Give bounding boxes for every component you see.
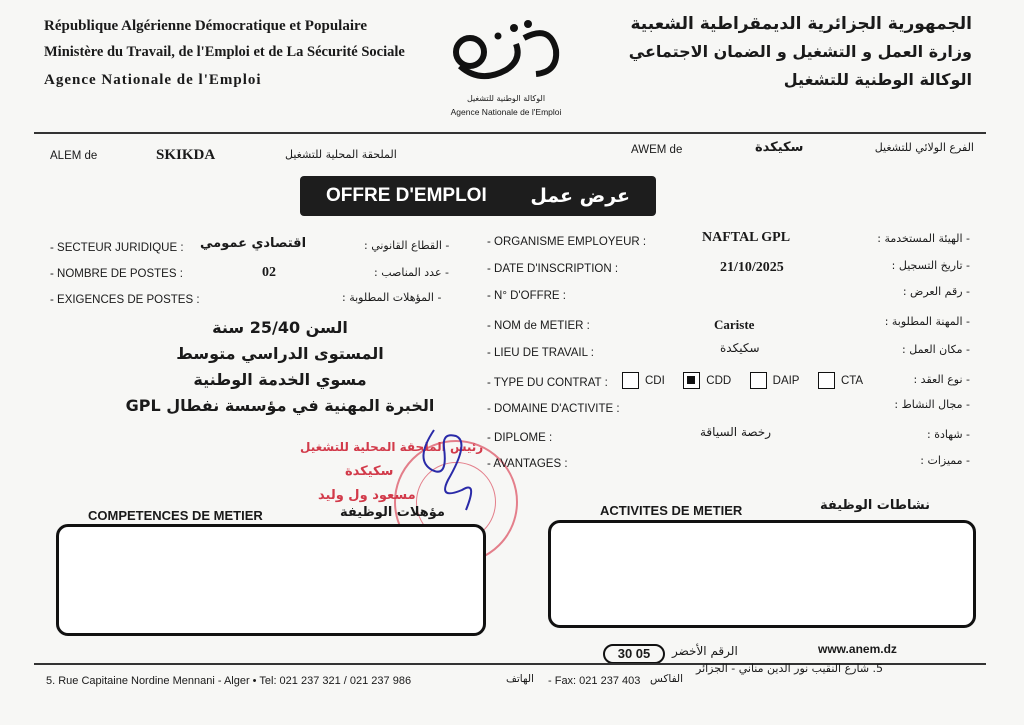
- activites-box[interactable]: [548, 520, 976, 628]
- date-label: - DATE D'INSCRIPTION :: [487, 263, 619, 275]
- offer-title-ar: عرض عمل: [530, 185, 630, 207]
- awem-label: AWEM de: [631, 144, 683, 156]
- secteur-label: - SECTEUR JURIDIQUE :: [50, 242, 184, 254]
- offre-label: - N° D'OFFRE :: [487, 290, 566, 302]
- metier-value: Cariste: [714, 317, 755, 332]
- contract-option-cta[interactable]: [818, 372, 863, 389]
- alem-label: ALEM de: [50, 150, 98, 162]
- avantages-ar-label: - مميزات :: [920, 454, 970, 467]
- anem-logo-icon: [440, 14, 572, 90]
- requirement-education: المستوى الدراسي متوسط: [176, 344, 384, 363]
- competences-heading: COMPETENCES DE METIER: [88, 508, 263, 523]
- cdd-label: CDD: [706, 374, 732, 387]
- address-ar: 5. شارع النقيب نور الدين مناني - الجزائر: [696, 662, 884, 675]
- daip-checkbox[interactable]: [750, 372, 767, 389]
- stamp-line-city: سكيكدة: [345, 464, 394, 479]
- cdi-checkbox[interactable]: [622, 372, 639, 389]
- contract-option-cdi[interactable]: [622, 372, 665, 389]
- contract-option-cdd[interactable]: [683, 372, 731, 389]
- alem-value: SKIKDA: [156, 147, 216, 163]
- requirement-experience: الخبرة المهنية في مؤسسة نفطال GPL: [125, 396, 435, 415]
- requirement-national-service: مسوي الخدمة الوطنية: [193, 370, 367, 389]
- website-link[interactable]: www.anem.dz: [818, 642, 897, 656]
- organisme-value: NAFTAL GPL: [702, 230, 791, 245]
- header-ar-ministry: وزارة العمل و التشغيل و الضمان الاجتماعي: [628, 42, 972, 61]
- organisme-ar-label: - الهيئة المستخدمة :: [877, 232, 970, 245]
- address-fr: 5. Rue Capitaine Nordine Mennani - Alger • Tel: 021 237 321 / 021 237 986: [46, 675, 412, 687]
- contract-options: [622, 372, 877, 394]
- lieu-label: - LIEU DE TRAVAIL :: [487, 347, 594, 359]
- activites-heading: ACTIVITES DE METIER: [600, 503, 743, 518]
- green-number-ar: الرقم الأخضر: [672, 644, 738, 658]
- cdi-label: CDI: [645, 374, 665, 387]
- lieu-value: سكيكدة: [720, 341, 760, 355]
- competences-ar-heading: مؤهلات الوظيفة: [340, 505, 445, 520]
- header-ar-agency: الوكالة الوطنية للتشغيل: [783, 70, 972, 89]
- postes-value: 02: [262, 265, 276, 280]
- anem-logo: [440, 14, 572, 120]
- stamp-line-title: رئيس الملحقة المحلية للتشغيل: [300, 440, 484, 454]
- awem-ar-label: الفرع الولائي للتشغيل: [874, 141, 974, 154]
- stamp-line-name: مسعود ول وليد: [318, 488, 416, 503]
- requirements-list: [110, 318, 450, 422]
- daip-label: DAIP: [772, 374, 800, 387]
- green-number-badge: 30 05: [603, 644, 665, 664]
- avantages-label: - AVANTAGES :: [487, 458, 568, 470]
- header-fr-republic: République Algérienne Démocratique et Populaire: [44, 18, 368, 34]
- phone-ar-label: الهاتف: [506, 673, 534, 685]
- header-fr-agency: Agence Nationale de l'Emploi: [44, 72, 262, 88]
- exigences-label: - EXIGENCES DE POSTES :: [50, 294, 200, 306]
- metier-ar-label: - المهنة المطلوبة :: [884, 315, 970, 328]
- domaine-label: - DOMAINE D'ACTIVITE :: [487, 403, 620, 415]
- header-ar-republic: الجمهورية الجزائرية الديمقراطية الشعبية: [630, 14, 972, 34]
- domaine-ar-label: - مجال النشاط :: [894, 398, 970, 411]
- cta-checkbox[interactable]: [818, 372, 835, 389]
- metier-label: - NOM de METIER :: [487, 320, 590, 332]
- diplome-value: رخصة السياقة: [700, 425, 772, 439]
- offer-title-bar: [300, 176, 656, 216]
- diplome-label: - DIPLOME :: [487, 432, 553, 444]
- competences-box[interactable]: [56, 524, 486, 636]
- fax-ar-label: الفاكس: [650, 673, 684, 685]
- offer-title-fr: OFFRE D'EMPLOI: [326, 185, 487, 206]
- awem-value: سكيكدة: [755, 140, 804, 155]
- logo-ar-text: الوكالة الوطنية للتشغيل: [466, 94, 546, 103]
- header-fr-ministry: Ministère du Travail, de l'Emploi et de La Sécurité Sociale: [44, 44, 405, 60]
- header-divider: [34, 132, 986, 134]
- requirement-age: السن 25/40 سنة: [212, 318, 348, 337]
- cdd-checkbox[interactable]: [683, 372, 700, 389]
- lieu-ar-label: - مكان العمل :: [902, 343, 970, 356]
- fax-number: - Fax: 021 237 403: [548, 675, 641, 687]
- contract-option-daip[interactable]: [750, 372, 800, 389]
- date-value: 21/10/2025: [720, 260, 784, 275]
- organisme-label: - ORGANISME EMPLOYEUR :: [487, 236, 647, 248]
- logo-fr-text: Agence Nationale de l'Emploi: [450, 107, 562, 117]
- postes-ar-label: - عدد المناصب :: [374, 266, 449, 279]
- alem-ar-label: الملحقة المحلية للتشغيل: [285, 148, 397, 161]
- postes-label: - NOMBRE DE POSTES :: [50, 268, 183, 280]
- cta-label: CTA: [840, 374, 864, 387]
- secteur-value: اقتصادي عمومي: [200, 236, 307, 251]
- activites-ar-heading: نشاطات الوظيفة: [820, 498, 930, 513]
- exigences-ar-label: - المؤهلات المطلوبة :: [342, 291, 442, 304]
- secteur-ar-label: - القطاع القانوني :: [364, 239, 450, 252]
- diplome-ar-label: - شهادة :: [927, 428, 970, 441]
- contrat-label: - TYPE DU CONTRAT :: [487, 377, 608, 389]
- offre-ar-label: - رقم العرض :: [902, 285, 970, 298]
- date-ar-label: - تاريخ التسجيل :: [891, 259, 970, 272]
- contrat-ar-label: - نوع العقد :: [913, 373, 970, 386]
